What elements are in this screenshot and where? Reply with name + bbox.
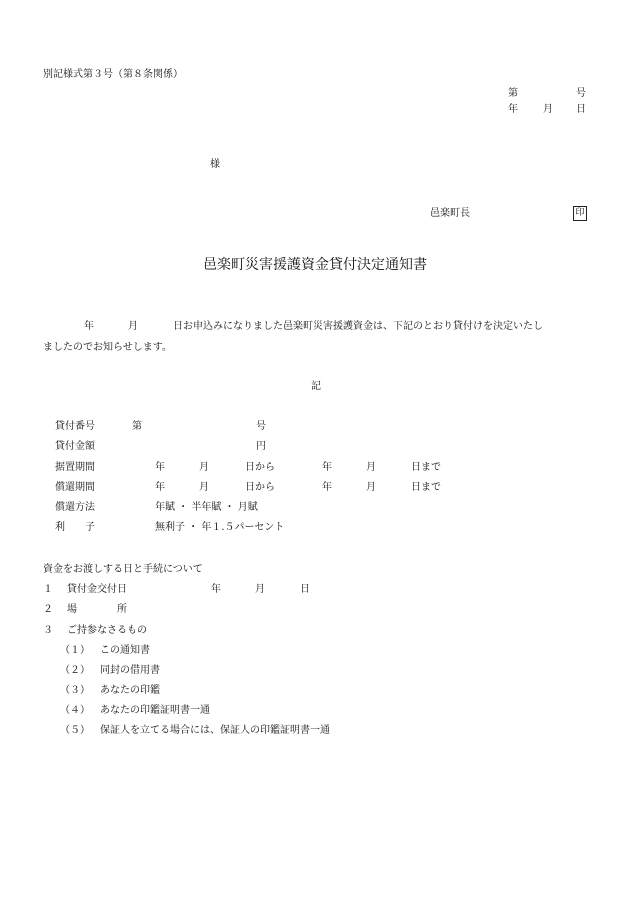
detail-label: 貸付番号 (55, 421, 95, 432)
procedure-item-label: ご持参なさるもの (67, 625, 147, 636)
procedure-subitem-number: （２） (60, 665, 90, 676)
detail-row-repayment-period (0, 481, 630, 494)
detail-value: 月 (366, 462, 376, 473)
procedure-subitem (0, 724, 630, 737)
procedure-item (0, 624, 630, 637)
detail-row-repayment-method (0, 501, 630, 514)
detail-label: 貸付金額 (55, 441, 95, 452)
seal-mark: 印 (573, 206, 587, 221)
procedure-item-value: 月 (255, 584, 265, 595)
date-year: 年 (508, 104, 518, 115)
doc-number-suffix: 号 (576, 88, 586, 99)
procedure-subitem (0, 664, 630, 677)
ki-mark: 記 (311, 381, 321, 392)
detail-value: 円 (256, 441, 266, 452)
detail-value: 年 (322, 482, 332, 493)
detail-label: 据置期間 (55, 462, 95, 473)
procedure-subitem-text: 保証人を立てる場合には、保証人の印鑑証明書一通 (100, 725, 330, 736)
detail-label: 償還期間 (55, 482, 95, 493)
procedure-item-number: １ (43, 584, 53, 595)
procedure-item-number: ３ (43, 625, 53, 636)
procedure-item-value: 年 (211, 584, 221, 595)
detail-value: 月 (366, 482, 376, 493)
procedure-subitem-number: （３） (60, 685, 90, 696)
detail-value: 年 (155, 462, 165, 473)
detail-value: 第 (132, 421, 142, 432)
procedure-subitem-text: あなたの印鑑証明書一通 (100, 705, 210, 716)
detail-value: 日まで (411, 462, 441, 473)
procedure-subitem (0, 684, 630, 697)
procedure-subitem-text: この通知書 (100, 645, 150, 656)
procedure-subitem (0, 704, 630, 717)
procedure-subitem-text: あなたの印鑑 (100, 685, 160, 696)
document-title: 邑楽町災害援護資金貸付決定通知書 (203, 257, 427, 273)
procedure-subitem-number: （５） (60, 725, 90, 736)
date-day: 日 (576, 104, 586, 115)
detail-value: 年 (155, 482, 165, 493)
detail-label: 利 子 (55, 522, 95, 533)
addressee-honorific: 様 (210, 159, 220, 170)
detail-label: 償還方法 (55, 502, 95, 513)
body-year: 年 (84, 321, 94, 332)
body-month: 月 (128, 321, 138, 332)
form-number: 別記様式第３号（第８条関係） (43, 69, 183, 80)
procedure-subitem-number: （１） (60, 645, 90, 656)
procedure-subitem-text: 同封の借用書 (100, 665, 160, 676)
detail-row-loan-number (0, 420, 630, 433)
detail-value: 月 (199, 482, 209, 493)
procedure-item-number: ２ (43, 604, 53, 615)
detail-value: 無利子 ・ 年１.５パーセント (155, 522, 285, 533)
detail-value: 日から (245, 462, 275, 473)
procedure-item (0, 583, 630, 596)
body-line2: ましたのでお知らせします。 (43, 342, 172, 353)
doc-number-prefix: 第 (508, 88, 518, 99)
detail-value: 日から (245, 482, 275, 493)
body-line1: 日お申込みになりました邑楽町災害援護資金は、下記のとおり貸付けを決定いたし (173, 321, 543, 332)
procedure-item-label: 貸付金交付日 (67, 584, 127, 595)
detail-row-interest (0, 521, 630, 534)
detail-value: 日まで (411, 482, 441, 493)
sender-title: 邑楽町長 (430, 208, 470, 219)
detail-row-loan-amount (0, 440, 630, 453)
detail-value: 月 (199, 462, 209, 473)
procedure-heading: 資金をお渡しする日と手続について (43, 564, 203, 575)
procedure-subitem (0, 644, 630, 657)
procedure-subitem-number: （４） (60, 705, 90, 716)
detail-row-deferment-period (0, 461, 630, 474)
procedure-item-value: 日 (300, 584, 310, 595)
detail-value: 年 (322, 462, 332, 473)
date-month: 月 (543, 104, 553, 115)
detail-value: 号 (256, 421, 266, 432)
procedure-item-label: 場 所 (67, 604, 127, 615)
procedure-item (0, 603, 630, 616)
detail-value: 年賦 ・ 半年賦 ・ 月賦 (155, 502, 258, 513)
